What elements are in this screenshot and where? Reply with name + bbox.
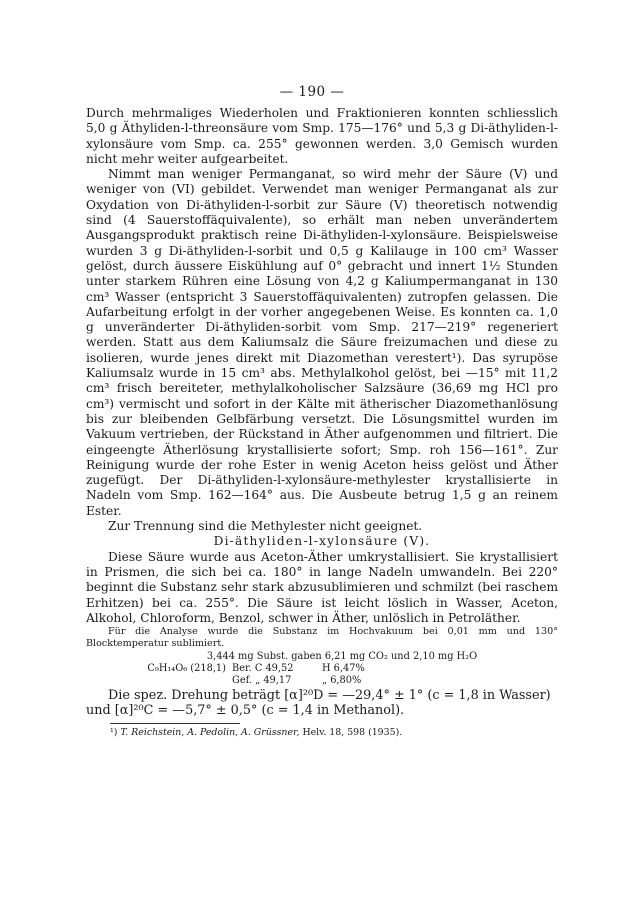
gef-hydrogen: „ 6,80% — [322, 675, 362, 687]
body-text — [86, 106, 558, 739]
analysis-ber-row — [86, 663, 558, 675]
ber-hydrogen: H 6,47% — [322, 662, 365, 674]
ber-carbon: Ber. C 49,52 — [232, 662, 294, 674]
footnote-marker: ¹) — [110, 726, 118, 738]
footnote-authors: T. Reichstein, A. Pedolin, A. Grüssner, — [120, 726, 300, 738]
footnote-reference: Helv. 18, 598 (1935). — [302, 726, 403, 738]
paragraph-2: Nimmt man weniger Permanganat, so wird mehr der Säure (V) und weniger von (VI) gebildet. Verwendet man weniger Permanganat als zur Oxydation von Di-äthyliden-l-sorbit zur Säure (V) theoretisch notwendig sind (4 Sauerstoffäquivalente), so erhält man neben unverändertem Ausgangsprodukt praktisch reine Di-äthyliden-l-xylonsäure. Beispielsweise wurden 3 g Di-äthyliden-l-sorbit und 0,5 g Kalilauge in 100 cm³ Wasser gelöst, durch äussere Eiskühlung auf 0° gebracht und innert 1½ Stunden unter starkem Rühren eine Lösung von 4,2 g Kaliumpermanganat in 130 cm³ Wasser (entspricht 3 Sauerstoffäquivalenten) zutropfen gelassen. Die Aufarbeitung erfolgt in der vorher angegebenen Weise. Es konnten ca. 1,0 g unveränderter Di-äthyliden-sorbit vom Smp. 217—219° regeneriert werden. Statt aus dem Kaliumsalz die Säure freizumachen und diese zu isolieren, wurde jenes direkt mit Diazomethan verestert¹). Das syrupöse Kaliumsalz wurde in 15 cm³ abs. Methylalkohol gelöst, bei —15° mit 11,2 cm³ frisch bereiteter, methylalkoholischer Salzsäure (36,69 mg HCl pro cm³) vermischt und sofort in der Kälte mit ätherischer Diazomethanlösung bis zur bleibenden Gelbfärbung versetzt. Die Lösungsmittel wurden im Vakuum vertrieben, der Rückstand in Äther aufgenommen und filtriert. Die eingeengte Ätherlösung krystallisierte sofort; Smp. roh 156—161°. Zur Reinigung wurde der rohe Ester in wenig Aceton heiss gelöst und Äther zugefügt. Der Di-äthyliden-l-xylonsäure-methylester krystallisierte in Nadeln vom Smp. 162—164° aus. Die Ausbeute betrug 1,5 g an reinem Ester. — [86, 167, 558, 518]
analysis-gef-row — [86, 675, 558, 687]
analysis-line-1: 3,444 mg Subst. gaben 6,21 mg CO₂ und 2,10 mg H₂O — [206, 650, 478, 662]
formula: C₉H₁₄O₆ (218,1) — [147, 662, 226, 674]
analysis-note: Für die Analyse wurde die Substanz im Hochvakuum bei 0,01 mm und 130° Blocktemperatur sublimiert. — [86, 626, 558, 650]
rotation-line-2: und [α]²⁰C = —5,7° ± 0,5° (c = 1,4 in Methanol). — [86, 703, 405, 719]
footnote — [86, 727, 558, 739]
section-title: Di-äthyliden-l-xylonsäure (V). — [213, 534, 431, 549]
page-number: — 190 — — [279, 84, 345, 100]
paragraph-3: Zur Trennung sind die Methylester nicht geeignet. — [108, 519, 423, 534]
paragraph-1: Durch mehrmaliges Wiederholen und Fraktionieren konnten schliesslich 5,0 g Äthyliden-l-threonsäure vom Smp. 175—176° und 5,3 g Di-äthyliden-l-xylonsäure vom Smp. ca. 255° gewonnen werden. 3,0 Gemisch wurden nicht mehr weiter aufgearbeitet. — [86, 106, 558, 166]
rotation-line-1: Die spez. Drehung beträgt [α]²⁰D = —29,4° ± 1° (c = 1,8 in Wasser) — [108, 687, 551, 703]
elemental-analysis — [86, 651, 558, 688]
footnote-divider — [110, 723, 240, 724]
gef-carbon: Gef. „ 49,17 — [232, 675, 292, 687]
optical-rotation — [86, 688, 558, 719]
paragraph-4: Diese Säure wurde aus Aceton-Äther umkrystallisiert. Sie krystallisiert in Prismen, die sich bei ca. 180° in lange Nadeln umwandeln. Bei 220° beginnt die Substanz sehr stark abzusublimieren und schmilzt (bei raschem Erhitzen) bei ca. 255°. Die Säure ist leicht löslich in Wasser, Aceton, Alkohol, Chloroform, Benzol, schwer in Äther, unlöslich in Petroläther. — [86, 549, 558, 625]
